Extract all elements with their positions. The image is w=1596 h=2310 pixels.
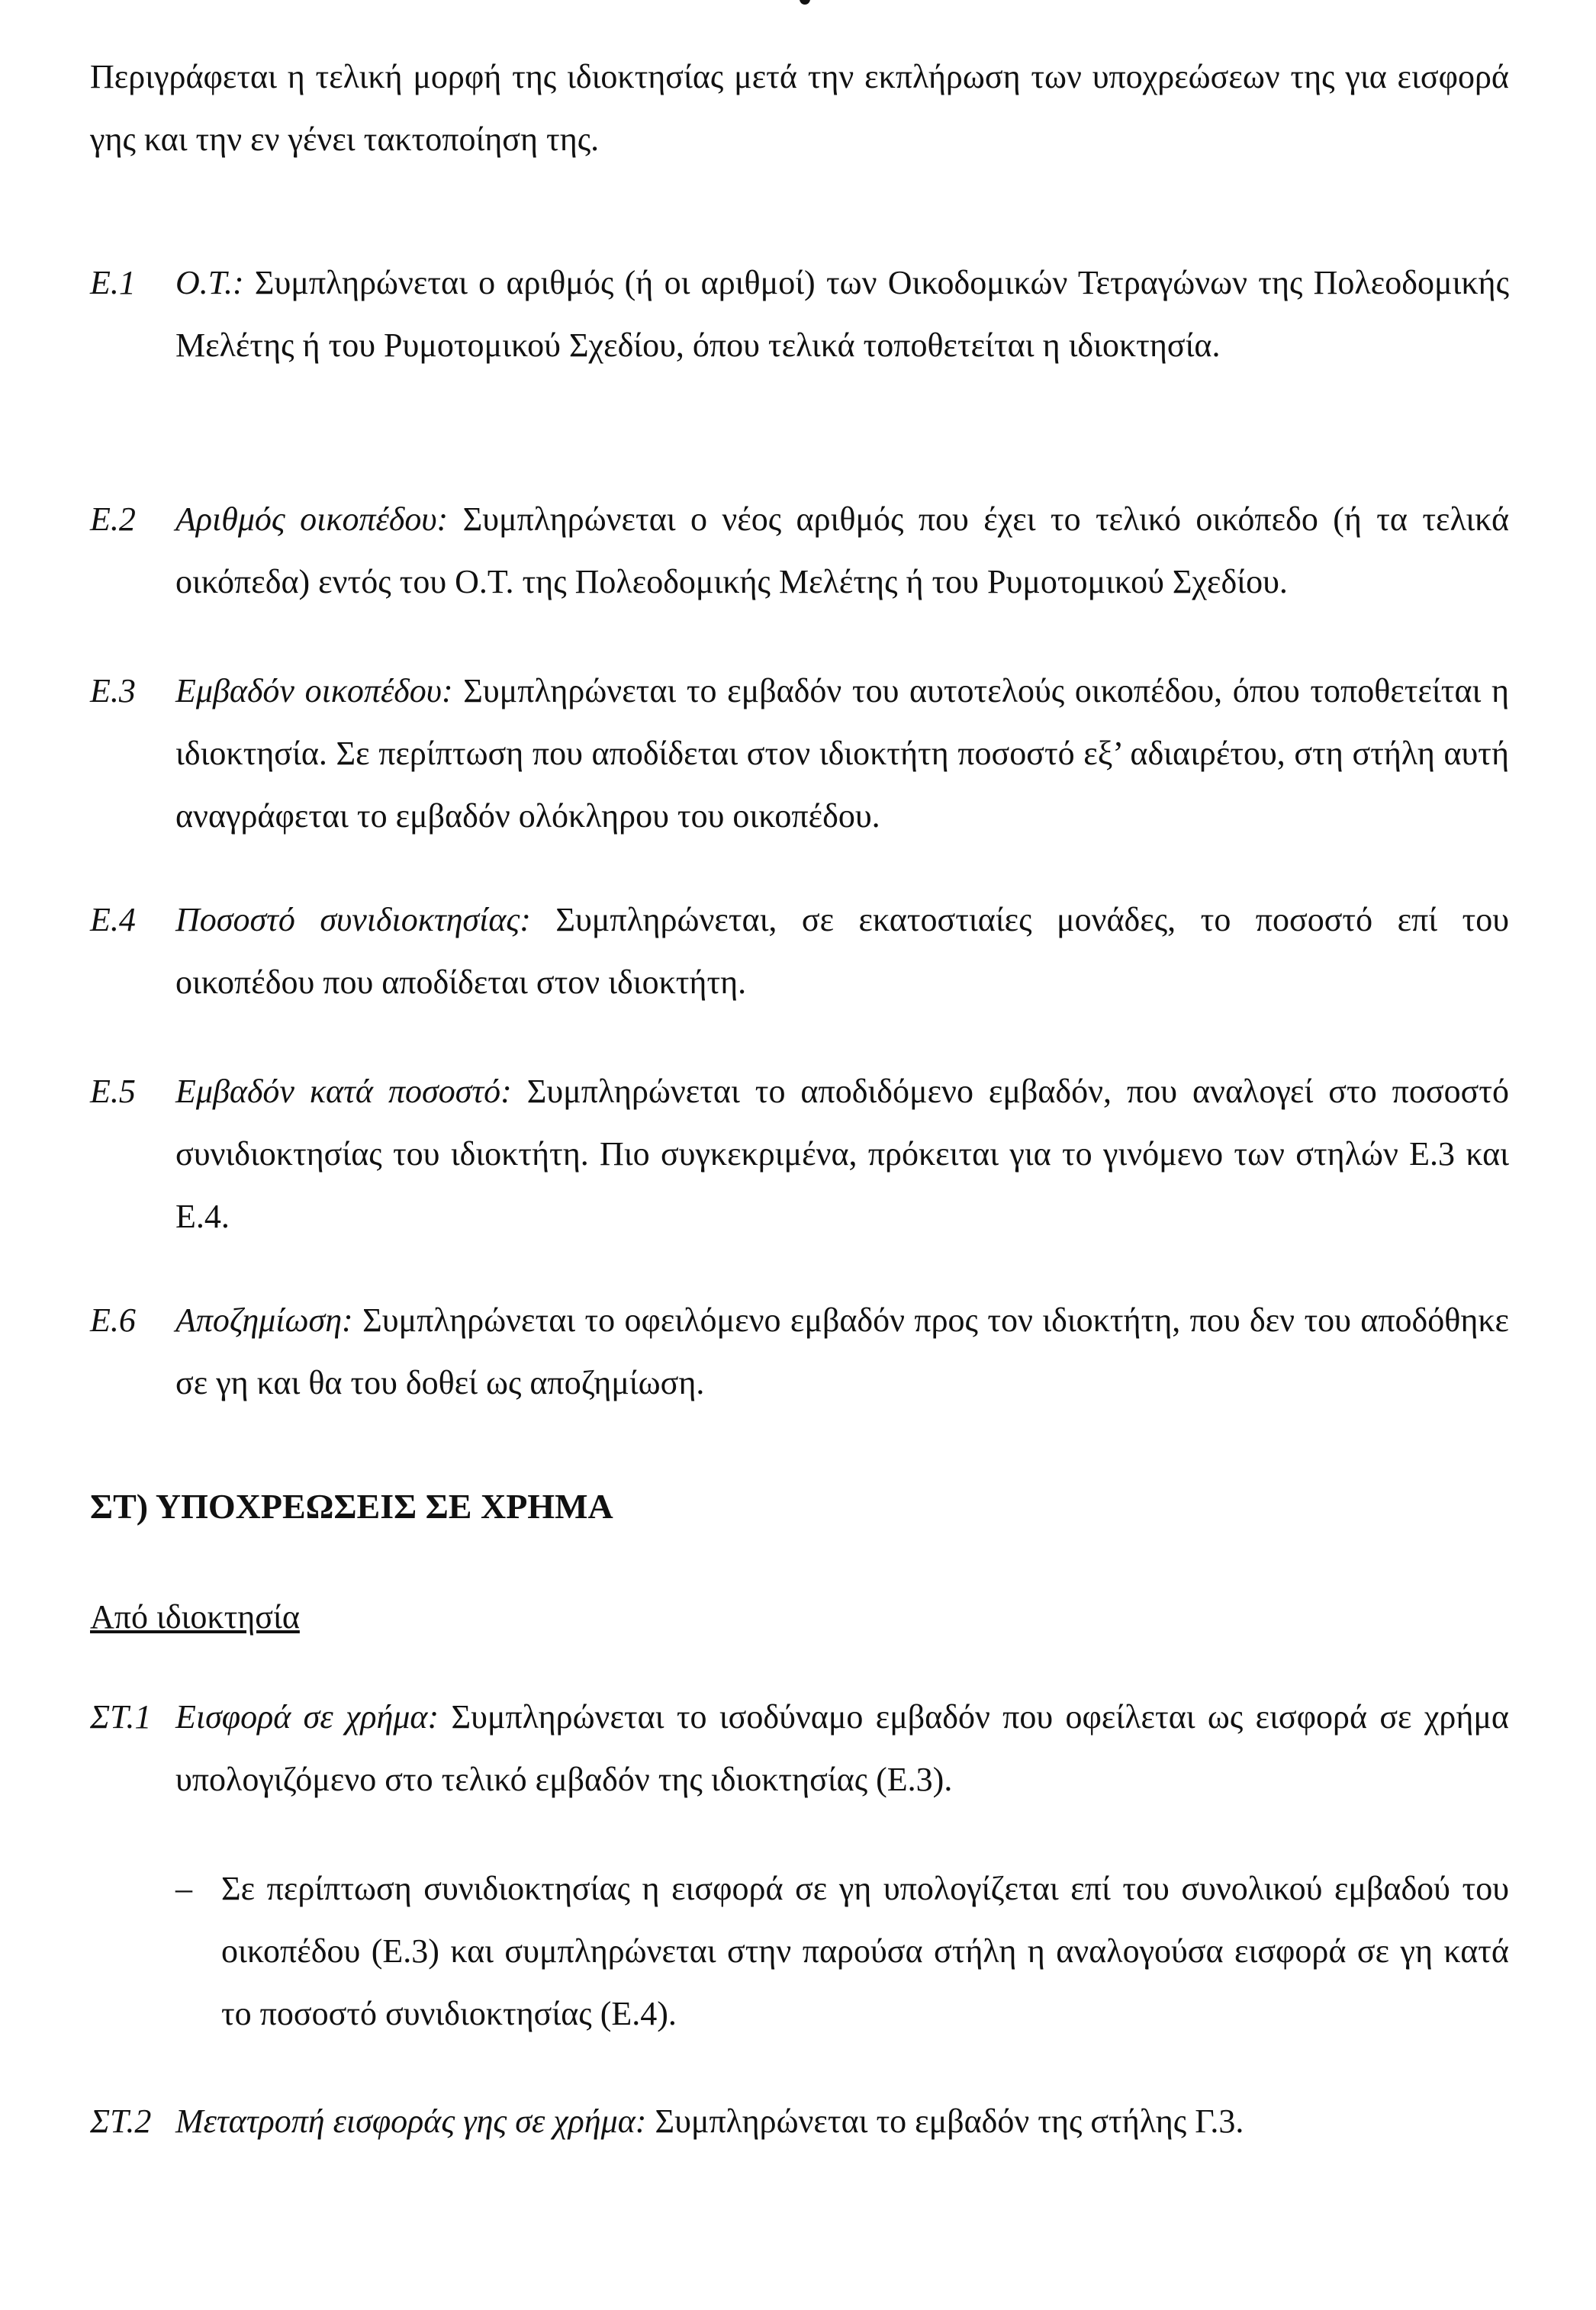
item-st1 xyxy=(90,1686,1509,1811)
item-term: Μετατροπή εισφοράς γης σε χρήμα: xyxy=(175,2102,647,2140)
bullet-text: Σε περίπτωση συνιδιοκτησίας η εισφορά σε γη υπολογίζεται επί του συνολικού εμβαδού του οικοπέδου (Ε.3) και συμπληρώνεται στην παρούσα στήλη η αναλογούσα εισφορά σε γη κατά το ποσοστό συνιδιοκτησίας (Ε.4). xyxy=(221,1870,1509,2032)
item-text: Συμπληρώνεται το οφειλόμενο εμβαδόν προς τον ιδιοκτήτη, που δεν του αποδόθηκε σε γη και θα του δοθεί ως αποζημίωση. xyxy=(175,1301,1510,1401)
subsection-heading: Από ιδιοκτησία xyxy=(90,1598,300,1636)
item-term: Εμβαδόν κατά ποσοστό: xyxy=(175,1073,512,1110)
item-text: Συμπληρώνεται το εμβαδόν της στήλης Γ.3. xyxy=(655,2102,1244,2140)
item-code: Ε.1 xyxy=(90,264,136,301)
item-e2 xyxy=(90,488,1509,613)
item-term: Ποσοστό συνιδιοκτησίας: xyxy=(175,901,531,938)
item-code: Ε.3 xyxy=(90,672,136,709)
item-e3 xyxy=(90,660,1509,848)
item-st2 xyxy=(90,2090,1509,2153)
item-text: Συμπληρώνεται το ισοδύναμο εμβαδόν που οφείλεται ως εισφορά σε χρήμα υπολογιζόμενο στο τελικό εμβαδόν της ιδιοκτησίας (Ε.3). xyxy=(175,1698,1509,1798)
page-top-mark xyxy=(800,0,810,5)
item-text: Συμπληρώνεται, σε εκατοστιαίες μονάδες, το ποσοστό επί του οικοπέδου που αποδίδεται στον ιδιοκτήτη. xyxy=(175,901,1510,1001)
item-text: Συμπληρώνεται το αποδιδόμενο εμβαδόν, που αναλογεί στο ποσοστό συνιδιοκτησίας του ιδιοκτήτη. Πιο συγκεκριμένα, πρόκειται για το γινόμενο των στηλών Ε.3 και Ε.4. xyxy=(175,1073,1510,1235)
item-term: Ο.Τ.: xyxy=(175,264,244,301)
dash-bullet-icon: – xyxy=(175,1870,192,1907)
item-term: Εμβαδόν οικοπέδου: xyxy=(175,672,453,709)
item-e1 xyxy=(90,252,1509,377)
item-e6 xyxy=(90,1289,1509,1414)
item-code: Ε.4 xyxy=(90,901,136,938)
item-e5 xyxy=(90,1060,1509,1248)
item-text: Συμπληρώνεται το εμβαδόν του αυτοτελούς οικοπέδου, όπου τοποθετείται η ιδιοκτησία. Σε περίπτωση που αποδίδεται στον ιδιοκτήτη ποσοστό εξ’ αδιαιρέτου, στη στήλη αυτή αναγράφεται το εμβαδόν ολόκληρου του οικοπέδου. xyxy=(175,672,1509,835)
intro-paragraph: Περιγράφεται η τελική μορφή της ιδιοκτησίας μετά την εκπλήρωση των υποχρεώσεων της για εισφορά γης και την εν γένει τακτοποίηση της. xyxy=(90,58,1509,158)
item-text: Συμπληρώνεται ο αριθμός (ή οι αριθμοί) των Οικοδομικών Τετραγώνων της Πολεοδομικής Μελέτης ή του Ρυμοτομικού Σχεδίου, όπου τελικά τοποθετείται η ιδιοκτησία. xyxy=(175,264,1509,364)
item-code: ΣΤ.2 xyxy=(90,2102,152,2140)
item-e4 xyxy=(90,889,1509,1014)
item-text: Συμπληρώνεται ο νέος αριθμός που έχει το τελικό οικόπεδο (ή τα τελικά οικόπεδα) εντός του Ο.Τ. της Πολεοδομικής Μελέτης ή του Ρυμοτομικού Σχεδίου. xyxy=(175,500,1510,600)
item-term: Αριθμός οικοπέδου: xyxy=(175,500,449,538)
item-code: Ε.2 xyxy=(90,500,136,538)
bullet-item xyxy=(175,1858,1509,2045)
item-code: Ε.6 xyxy=(90,1301,136,1339)
section-heading: ΣΤ) ΥΠΟΧΡΕΩΣΕΙΣ ΣΕ ΧΡΗΜΑ xyxy=(90,1487,613,1526)
item-code: Ε.5 xyxy=(90,1073,136,1110)
item-code: ΣΤ.1 xyxy=(90,1698,152,1736)
item-term: Αποζημίωση: xyxy=(175,1301,353,1339)
item-term: Εισφορά σε χρήμα: xyxy=(175,1698,439,1736)
